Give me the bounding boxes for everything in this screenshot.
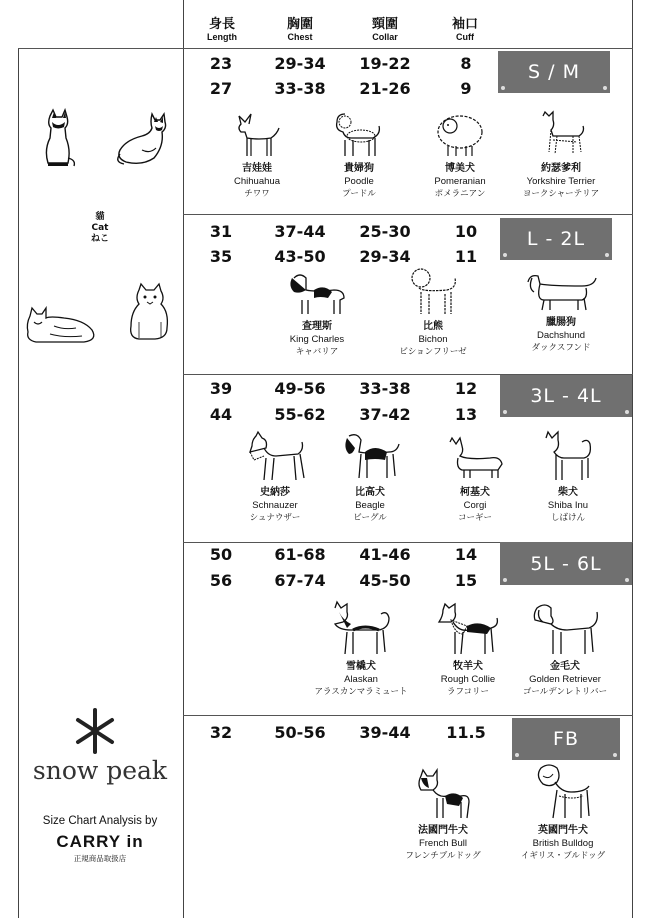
breed-zh: 比熊 [423, 321, 443, 332]
breed-en: Corgi [463, 500, 487, 511]
breed-golden-retriever [510, 600, 620, 699]
size-badge-3l-4l: 3L - 4L [500, 375, 632, 417]
s4-cuff-2: 15 [454, 571, 478, 590]
carry-in-subtext: 正規商品取扱店 [73, 854, 127, 863]
breed-ja: ビーグル [353, 513, 387, 523]
breed-zh: 吉娃娃 [242, 163, 272, 174]
s2-collar-2: 29-34 [359, 247, 411, 266]
s5-collar-1: 39-44 [359, 723, 411, 742]
breed-en: Beagle [355, 500, 385, 511]
breed-ja: コーギー [457, 513, 492, 523]
s3-chest-2: 55-62 [274, 405, 326, 424]
snow-peak-logo-icon [72, 706, 118, 756]
s3-chest-1: 49-56 [274, 379, 326, 398]
s4-length-2: 56 [209, 571, 233, 590]
breed-british-bulldog [508, 762, 618, 863]
header-rule [18, 48, 633, 49]
french-bulldog-icon [413, 768, 473, 822]
breed-zh: 金毛犬 [550, 661, 580, 672]
breed-zh: 史納莎 [260, 487, 290, 498]
snow-peak-logo-text: snow peak [32, 756, 168, 785]
dachshund-icon [522, 270, 600, 314]
size-badge-s-m: S / M [498, 51, 610, 93]
s5-chest-1: 50-56 [274, 723, 326, 742]
breed-en: Schnauzer [252, 500, 298, 511]
breed-en: Chihuahua [234, 176, 280, 187]
header-chest [270, 18, 330, 42]
section-divider [183, 214, 633, 215]
header-cuff [435, 18, 495, 42]
header-length-en: Length [207, 32, 237, 42]
s3-cuff-1: 12 [454, 379, 478, 398]
s3-cuff-2: 13 [454, 405, 478, 424]
chihuahua-icon [231, 110, 283, 160]
left-border [18, 48, 19, 918]
s2-cuff-1: 10 [454, 222, 478, 241]
breed-ja: イギリス・ブルドッグ [520, 851, 606, 861]
breed-yorkshire [506, 110, 616, 201]
poodle-icon [331, 110, 387, 160]
cat-label-ja: ねこ [90, 234, 109, 244]
breed-zh: 查理斯 [302, 321, 332, 332]
s3-collar-2: 37-42 [359, 405, 411, 424]
breed-beagle [315, 430, 425, 525]
column-divider [183, 0, 184, 918]
breed-en: French Bull [418, 838, 468, 849]
yorkshire-terrier-icon [533, 110, 589, 160]
s2-cuff-2: 11 [454, 247, 478, 266]
breed-ja: ラフコリー [446, 687, 490, 697]
cat-sitting-icon [38, 108, 78, 168]
breed-zh: 柴犬 [558, 487, 578, 498]
cat-fluffy-icon [125, 282, 175, 342]
breed-ja: キャバリア [295, 347, 339, 357]
breed-chihuahua [202, 110, 312, 201]
bichon-icon [403, 266, 463, 318]
breed-ja: ゴールデンレトリバー [522, 687, 608, 697]
header-length [192, 18, 252, 42]
king-charles-icon [284, 270, 350, 318]
breed-ja: ダックスフンド [531, 343, 591, 353]
s3-length-2: 44 [209, 405, 233, 424]
breed-ja: しばけん [550, 513, 585, 523]
s2-length-2: 35 [209, 247, 233, 266]
cat-lying-long-icon [24, 302, 100, 344]
header-collar-cjk: 頸圍 [371, 17, 398, 32]
s4-cuff-1: 14 [454, 545, 478, 564]
s3-collar-1: 33-38 [359, 379, 411, 398]
breed-ja: ヨークシャーテリア [522, 189, 600, 199]
alaskan-malamute-icon [325, 600, 397, 658]
s4-collar-1: 41-46 [359, 545, 411, 564]
breed-dachshund [506, 270, 616, 355]
cat-label [75, 212, 125, 245]
s1-chest-2: 33-38 [274, 79, 326, 98]
british-bulldog-icon [531, 762, 595, 822]
golden-retriever-icon [527, 600, 603, 658]
s3-length-1: 39 [209, 379, 233, 398]
cat-label-zh: 貓 [95, 212, 105, 222]
carry-in-logo: CARRY in [56, 832, 144, 851]
header-chest-en: Chest [287, 32, 313, 42]
breed-en: Dachshund [536, 330, 586, 341]
breed-en: Bichon [418, 334, 448, 345]
s1-length-2: 27 [209, 79, 233, 98]
breed-zh: 博美犬 [445, 163, 475, 174]
s1-cuff-2: 9 [460, 79, 472, 98]
breed-zh: 約瑟爹利 [541, 163, 581, 174]
breed-en: Pomeranian [434, 176, 486, 187]
breed-zh: 柯基犬 [460, 487, 490, 498]
breed-en: British Bulldog [532, 838, 594, 849]
breed-en: Golden Retriever [529, 674, 601, 685]
header-length-cjk: 身長 [208, 17, 235, 32]
breed-ja: ビションフリーゼ [399, 347, 467, 357]
breed-schnauzer [220, 430, 330, 525]
section-divider [183, 715, 633, 716]
s1-collar-1: 19-22 [359, 54, 411, 73]
s4-chest-2: 67-74 [274, 571, 326, 590]
breed-shiba [513, 430, 623, 525]
breed-zh: 臘腸狗 [546, 317, 576, 328]
s2-chest-1: 37-44 [274, 222, 326, 241]
shiba-inu-icon [538, 430, 598, 484]
s1-chest-1: 29-34 [274, 54, 326, 73]
breed-french-bull [388, 768, 498, 863]
s1-cuff-1: 8 [460, 54, 472, 73]
analysis-text: Size Chart Analysis by [42, 815, 158, 827]
breed-en: Poodle [344, 176, 374, 187]
breed-poodle [304, 110, 414, 201]
header-collar-en: Collar [372, 32, 398, 42]
size-badge-l-2l: L - 2L [500, 218, 612, 260]
breed-pomeranian [405, 110, 515, 201]
breed-zh: 法國門牛犬 [418, 825, 468, 836]
breed-ja: チワワ [244, 189, 270, 199]
s4-collar-2: 45-50 [359, 571, 411, 590]
s2-chest-2: 43-50 [274, 247, 326, 266]
header-collar [355, 18, 415, 42]
breed-en: King Charles [289, 334, 345, 345]
s4-chest-1: 61-68 [274, 545, 326, 564]
breed-en: Alaskan [344, 674, 378, 685]
breed-en: Yorkshire Terrier [526, 176, 596, 187]
breed-zh: 英國門牛犬 [538, 825, 588, 836]
breed-zh: 雪橇犬 [346, 661, 376, 672]
s1-collar-2: 21-26 [359, 79, 411, 98]
header-cuff-cjk: 袖口 [451, 17, 478, 32]
s5-length-1: 32 [209, 723, 233, 742]
schnauzer-icon [242, 430, 308, 484]
breed-alaskan [306, 600, 416, 699]
breed-en: Rough Collie [440, 674, 496, 685]
breed-ja: シュナウザー [249, 513, 301, 523]
pomeranian-icon [432, 110, 488, 160]
breed-ja: プードル [342, 189, 376, 199]
corgi-icon [442, 436, 508, 484]
size-badge-fb: FB [512, 718, 620, 760]
breed-ja: アラスカンマラミュート [314, 687, 408, 697]
breed-zh: 比高犬 [355, 487, 385, 498]
header-cuff-en: Cuff [456, 32, 474, 42]
s2-collar-1: 25-30 [359, 222, 411, 241]
size-badge-5l-6l: 5L - 6L [500, 542, 632, 585]
breed-bichon [378, 266, 488, 359]
header-chest-cjk: 胸圍 [286, 17, 313, 32]
breed-ja: フレンチブルドッグ [405, 851, 481, 861]
breed-ja: ポメラニアン [434, 189, 486, 199]
rough-collie-icon [433, 600, 503, 658]
s1-length-1: 23 [209, 54, 233, 73]
s4-length-1: 50 [209, 545, 233, 564]
right-border [632, 0, 633, 918]
breed-en: Shiba Inu [547, 500, 589, 511]
beagle-icon [337, 430, 403, 484]
s2-length-1: 31 [209, 222, 233, 241]
breed-zh: 貴婦狗 [344, 163, 374, 174]
breed-king-charles [262, 270, 372, 359]
s5-cuff-1: 11.5 [446, 723, 486, 742]
cat-label-en: Cat [91, 223, 109, 233]
cat-lying-icon [112, 110, 172, 168]
breed-rough-collie [413, 600, 523, 699]
breed-zh: 牧羊犬 [453, 661, 483, 672]
